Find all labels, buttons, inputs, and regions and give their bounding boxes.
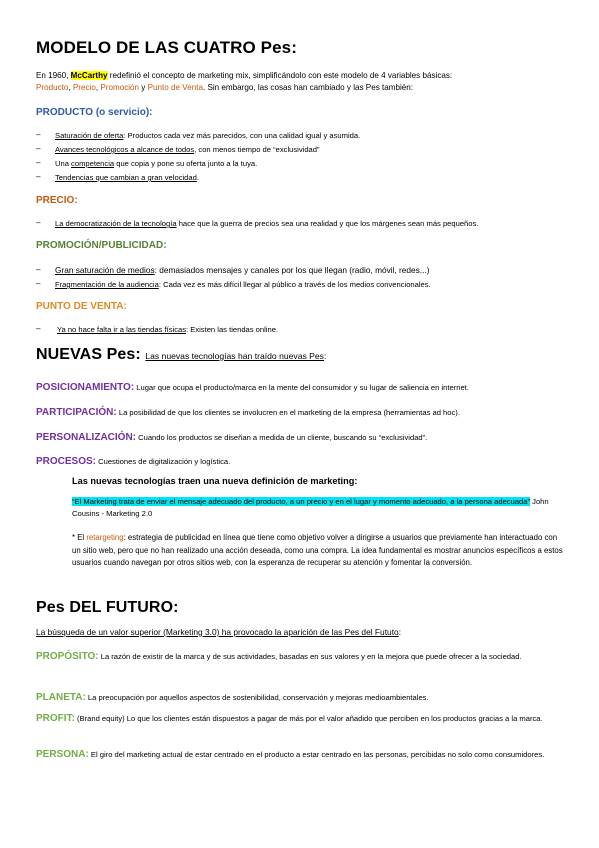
list-item-key: Gran saturación de medios (55, 265, 155, 275)
nuevas-item (36, 402, 460, 420)
nuevas-item (36, 377, 469, 395)
definition-heading: Las nuevas tecnologías traen una nueva definición de marketing: (72, 476, 358, 486)
section-heading-punto-venta: PUNTO DE VENTA: (36, 301, 127, 312)
list-dash: – (36, 324, 41, 333)
intro-comma: , (68, 83, 73, 92)
futuro-item-label: PERSONA: (36, 749, 89, 760)
futuro-item-label: PLANETA: (36, 692, 86, 703)
intro-producto: Producto (36, 83, 69, 92)
list-item-key: La democratización de la tecnología (55, 219, 177, 228)
list-item (55, 172, 199, 183)
intro-text-2: redefinió el concepto de marketing mix, simplificándolo con este modelo de 4 variables básicas: (107, 71, 453, 80)
futuro-item-text: El giro del marketing actual de estar centrado en el producto a estar centrado en las personas, percibidas no solo como consumidores. (88, 750, 545, 759)
nuevas-colon: : (323, 351, 327, 361)
intro-text-1: En 1960, (36, 71, 71, 80)
list-dash: – (36, 158, 41, 167)
futuro-item-text: La preocupación por aquellos aspectos de sostenibilidad, conservación y mejoras medioambientales. (85, 693, 429, 702)
nuevas-item-label: POSICIONAMIENTO: (36, 382, 135, 393)
retarget-prefix: * El (72, 533, 87, 542)
list-item-text: que copia y pone su oferta junto a la tuya. (114, 159, 258, 168)
intro-text-3: . Sin embargo, las cosas han cambiado y las Pes también: (202, 83, 414, 92)
nuevas-heading: NUEVAS Pes: (36, 346, 141, 363)
list-item (55, 130, 360, 141)
intro-paragraph (36, 70, 566, 94)
mccarthy-highlight: McCarthy (70, 71, 108, 80)
list-item-text: . (196, 173, 199, 182)
intro-and: y (139, 83, 148, 92)
list-item (55, 144, 320, 155)
list-item-text: : Existen las tiendas online. (186, 325, 279, 334)
list-item (55, 158, 257, 169)
list-item-key: Saturación de oferta (55, 131, 124, 140)
retargeting-note (72, 532, 564, 570)
list-item-text: : demasiados mensajes y canales por los que llegan (radio, móvil, redes...) (154, 265, 430, 275)
nuevas-item-text: Lugar que ocupa el producto/marca en la mente del consumidor y su lugar de saliencia en internet. (134, 383, 469, 392)
marketing-quote (72, 496, 564, 520)
futuro-item (36, 710, 566, 725)
list-item (55, 265, 429, 276)
list-dash: – (36, 279, 41, 288)
futuro-item (36, 648, 566, 663)
futuro-item (36, 687, 429, 705)
nuevas-item-text: La posibilidad de que los clientes se involucren en el marketing de la empresa (herramientas ad hoc). (116, 408, 460, 417)
list-dash: – (36, 130, 41, 139)
quote-text: “El Marketing trata de enviar el mensaje adecuado del producto, a un precio y en el lugar y momento adecuado, a la persona adecuada” (72, 497, 531, 506)
list-item-prefix: Una (55, 159, 72, 168)
futuro-heading: Pes DEL FUTURO: (36, 599, 179, 616)
list-item-key: competencia (71, 159, 115, 168)
futuro-colon: : (398, 627, 402, 637)
list-item-key: Tendencias que cambian a gran velocidad (55, 173, 197, 182)
list-dash: – (36, 218, 41, 227)
nuevas-subtitle: Las nuevas tecnologías han traído nuevas Pes (145, 351, 324, 361)
section-heading-promocion: PROMOCIÓN/PUBLICIDAD: (36, 240, 167, 251)
futuro-item-label: PROFIT: (36, 713, 75, 724)
list-dash: – (36, 265, 41, 274)
intro-punto-venta: Punto de Venta (147, 83, 203, 92)
document-title: MODELO DE LAS CUATRO Pes: (36, 38, 297, 57)
list-item-key: Ya no hace falta ir a las tiendas físicas (57, 325, 187, 334)
nuevas-item-text: Cuando los productos se diseñan a medida de un cliente, buscando su “exclusividad”. (136, 433, 428, 442)
list-item-key: Avances tecnológicos a alcance de todos (55, 145, 195, 154)
section-heading-precio: PRECIO: (36, 195, 78, 206)
futuro-subtitle-row (36, 627, 401, 637)
nuevas-item-text: Cuestiones de digitalización y logística. (96, 457, 231, 466)
nuevas-heading-row (36, 346, 326, 364)
list-item (57, 324, 278, 335)
futuro-item (36, 746, 566, 761)
quote-author: John Cousins - Marketing 2.0 (72, 497, 549, 518)
intro-precio: Precio (72, 83, 96, 92)
nuevas-item (36, 451, 230, 469)
nuevas-item-label: PROCESOS: (36, 456, 97, 467)
list-item-text: : Productos cada vez más parecidos, con una calidad igual y asumida. (123, 131, 361, 140)
section-heading-producto: PRODUCTO (o servicio): (36, 107, 153, 118)
nuevas-item-label: PARTICIPACIÓN: (36, 407, 117, 418)
nuevas-item-label: PERSONALIZACIÓN: (36, 432, 136, 443)
intro-comma: , (95, 83, 101, 92)
list-item-text: , con menos tiempo de “exclusividad” (194, 145, 320, 154)
list-dash: – (36, 172, 41, 181)
list-item-text: : Cada vez es más difícil llegar al público a través de los medios convencionales. (158, 280, 431, 289)
list-item (55, 279, 431, 290)
list-item-key: Fragmentación de la audiencia (55, 280, 159, 289)
retarget-word: retargeting (86, 533, 124, 542)
futuro-item-text: (Brand equity) Lo que los clientes están dispuestos a pagar de más por el valor añadido que perciben en los productos gracias a la marca. (74, 714, 543, 723)
list-dash: – (36, 144, 41, 153)
futuro-subtitle: La búsqueda de un valor superior (Marketing 3.0) ha provocado la aparición de las Pes del Fututo (36, 627, 399, 637)
list-item (55, 218, 478, 229)
futuro-item-text: La razón de existir de la marca y de sus actividades, basadas en sus valores y en la mejora que puede ofrecer a la sociedad. (98, 652, 522, 661)
intro-promocion: Promoción (100, 83, 140, 92)
retarget-text: : estrategia de publicidad en línea que tiene como objetivo volver a dirigirse a usuarios que previamente han interactuado con un sitio web, pero que no han realizado una acción deseada, como una compra. La idea fundamental es mostrar anuncios específicos a estos usuarios cuando navegan por otros sitios web, con la esperanza de recuperar su atención y fomentar la conversión. (72, 533, 563, 568)
futuro-item-label: PROPÓSITO: (36, 651, 99, 662)
nuevas-item (36, 427, 427, 445)
list-item-text: hace que la guerra de precios sea una realidad y que los márgenes sean más pequeños. (176, 219, 479, 228)
